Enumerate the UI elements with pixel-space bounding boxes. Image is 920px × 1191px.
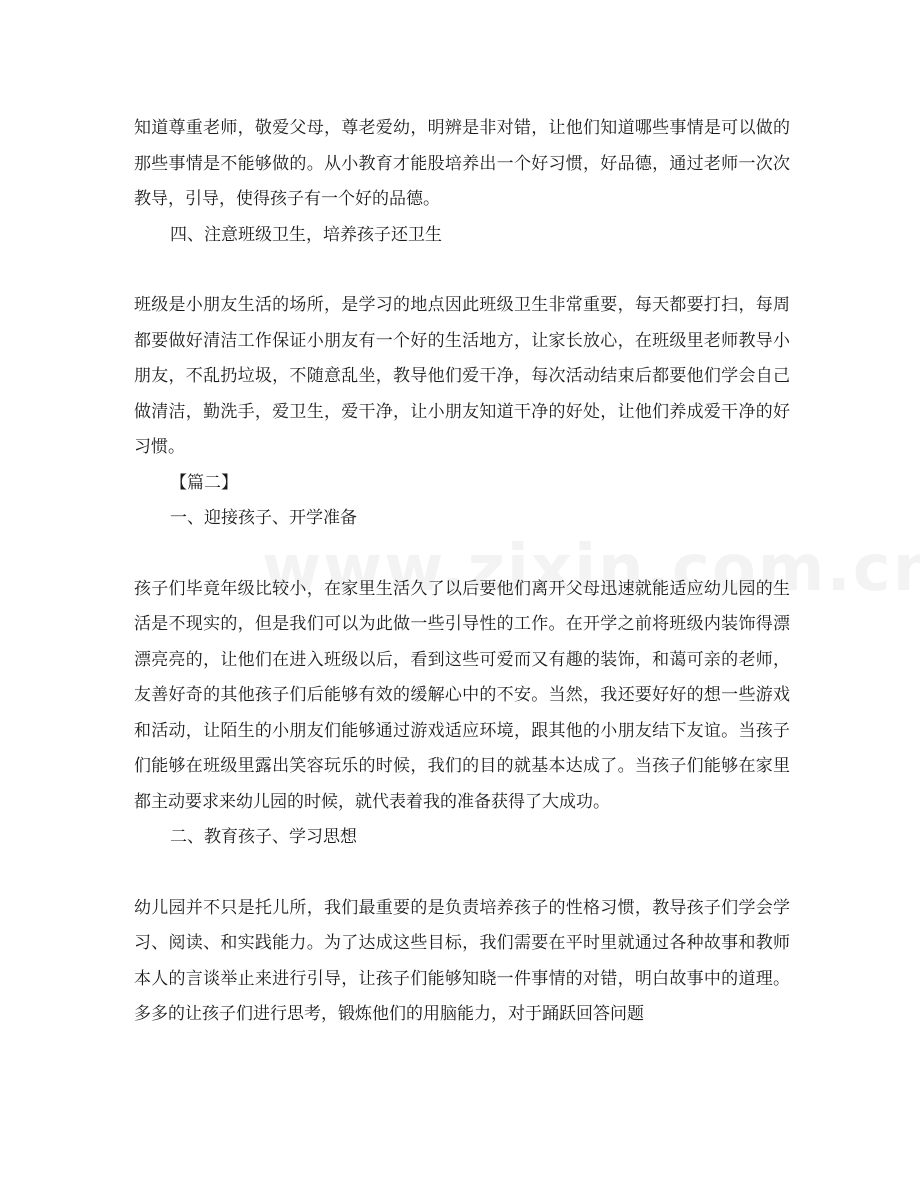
section-heading-welcome: 一、迎接孩子、开学准备 (170, 508, 357, 528)
paragraph-respect: 知道尊重老师，敬爱父母，尊老爱幼，明辨是非对错，让他们知道哪些事情是可以做的那些事情是不能够做的。从小教育才能股培养出一个好习惯，好品德，通过老师一次次教导，引导，使得孩子有一个好的品德。 (134, 118, 790, 209)
paragraph-education: 幼儿园并不只是托儿所，我们最重要的是负责培养孩子的性格习惯，教导孩子们学会学习、阅读、和实践能力。为了达成这些目标，我们需要在平时里就通过各种故事和教师本人的言谈举止来进行引导，让孩子们能够知晓一件事情的对错，明白故事中的道理。多多的让孩子们进行思考，锻炼他们的用脑能力，对于踊跃回答问题 (134, 897, 790, 1024)
part-heading-two: 【篇二】 (170, 472, 238, 493)
paragraph-welcome: 孩子们毕竟年级比较小，在家里生活久了以后要他们离开父母迅速就能适应幼儿园的生活是不现实的，但是我们可以为此做一些引导性的工作。在开学之前将班级内装饰得漂漂亮亮的，让他们在进入班级以后，看到这些可爱而又有趣的装饰，和蔼可亲的老师，友善好奇的其他孩子们后能够有效的缓解心中的不安。当然，我还要好好的想一些游戏和活动，让陌生的小朋友们能够通过游戏适应环境，跟其他的小朋友结下友谊。当孩子们能够在班级里露出笑容玩乐的时候，我们的目的就基本达成了。当孩子们能够在家里都主动要求来幼儿园的时候，就代表着我的准备获得了大成功。 (134, 578, 790, 812)
spacer (134, 856, 790, 891)
document-body (134, 111, 790, 1033)
section-heading-hygiene: 四、注意班级卫生，培养孩子还卫生 (170, 224, 442, 245)
section-heading-education: 二、教育孩子、学习思想 (170, 827, 357, 847)
spacer (134, 253, 790, 288)
paragraph-hygiene: 班级是小朋友生活的场所，是学习的地点因此班级卫生非常重要，每天都要打扫，每周都要做好清洁工作保证小朋友有一个好的生活地方，让家长放心，在班级里老师教导小朋友，不乱扔垃圾，不随意乱坐，教导他们爱干净，每次活动结束后都要他们学会自己做清洁，勤洗手，爱卫生，爱干净，让小朋友知道干净的好处，让他们养成爱干净的好习惯。 (134, 295, 790, 457)
spacer (134, 537, 790, 572)
